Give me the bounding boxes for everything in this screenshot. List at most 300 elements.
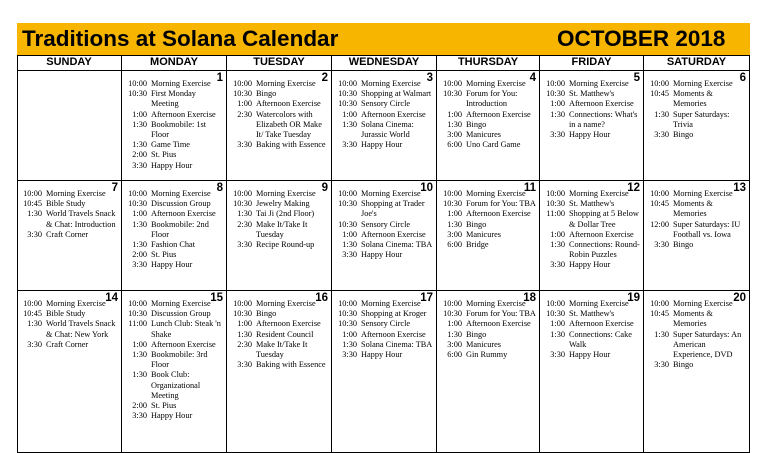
event-time: 3:00 — [447, 339, 462, 349]
event-time: 10:30 — [338, 99, 357, 109]
event-description: Afternoon Exercise — [151, 209, 216, 219]
event-description: Solana Cinema: TBA — [361, 339, 433, 349]
event-time: 10:00 — [338, 299, 357, 308]
event-description: Bingo — [256, 309, 277, 319]
event-item — [124, 340, 224, 350]
event-time: 10:00 — [233, 299, 252, 308]
event-time: 3:30 — [654, 240, 669, 250]
event-time: 10:30 — [338, 89, 357, 99]
event-item — [124, 89, 224, 109]
event-description: Morning Exercise — [569, 79, 629, 88]
event-description: World Travels Snack & Chat: New York — [46, 319, 116, 339]
event-item — [542, 240, 641, 260]
event-item — [334, 309, 434, 319]
event-time: 10:30 — [443, 89, 462, 99]
calendar-day-cell — [332, 291, 437, 453]
event-time: 3:30 — [132, 411, 147, 421]
event-time: 10:00 — [233, 79, 252, 88]
event-description: Tai Ji (2nd Floor) — [256, 209, 315, 219]
event-description: Bingo — [466, 219, 487, 229]
event-description: Happy Hour — [151, 160, 193, 170]
event-item — [334, 319, 434, 329]
event-item — [646, 199, 747, 219]
event-time: 1:00 — [550, 319, 565, 329]
event-time: 10:00 — [23, 189, 42, 198]
event-item — [646, 110, 747, 130]
event-description: Gin Rummy — [466, 350, 508, 360]
event-description: Manicures — [466, 339, 502, 349]
event-item — [334, 350, 434, 360]
day-header-thursday: THURSDAY — [437, 55, 540, 71]
day-number: 20 — [733, 292, 746, 304]
event-description: Super Saturdays: An American Experience, DVD — [673, 329, 742, 360]
event-item — [439, 130, 537, 140]
event-time: 3:30 — [342, 140, 357, 150]
event-description: Happy Hour — [569, 130, 611, 140]
event-description: Morning Exercise — [256, 189, 316, 198]
event-time: 1:00 — [342, 109, 357, 119]
event-time: 2:00 — [132, 250, 147, 260]
event-time: 1:30 — [132, 219, 147, 229]
calendar-day-cell — [644, 181, 750, 291]
event-item — [334, 199, 434, 219]
event-description: Bingo — [673, 130, 694, 140]
event-item — [124, 350, 224, 370]
event-time: 10:00 — [546, 79, 565, 88]
event-description: Manicures — [466, 229, 502, 239]
event-time: 3:30 — [237, 240, 252, 250]
event-item — [646, 360, 747, 370]
event-item — [19, 230, 119, 240]
day-header-wednesday: WEDNESDAY — [332, 55, 437, 71]
event-time: 10:00 — [128, 79, 147, 88]
event-item — [334, 189, 434, 199]
event-list — [19, 189, 119, 240]
day-number: 12 — [627, 182, 640, 194]
event-description: Morning Exercise — [151, 79, 211, 88]
event-time: 10:00 — [338, 79, 357, 88]
event-item — [646, 89, 747, 109]
event-time: 1:30 — [550, 329, 565, 339]
event-item — [542, 110, 641, 130]
event-item — [124, 220, 224, 240]
event-item — [124, 401, 224, 411]
event-item — [229, 79, 329, 89]
event-time: 10:00 — [546, 299, 565, 308]
event-item — [124, 260, 224, 270]
event-list — [646, 79, 747, 140]
event-list — [334, 299, 434, 360]
event-item — [646, 240, 747, 250]
event-item — [439, 350, 537, 360]
event-item — [334, 140, 434, 150]
event-description: Watercolors with Elizabeth OR Make It/ Take Tuesday — [256, 109, 322, 140]
event-list — [439, 79, 537, 150]
event-list — [646, 299, 747, 370]
event-description: Bookmobile: 1st Floor — [151, 119, 207, 140]
event-item — [439, 209, 537, 219]
event-time: 3:30 — [342, 350, 357, 360]
day-number: 7 — [111, 182, 118, 194]
event-time: 1:00 — [342, 329, 357, 339]
event-time: 1:30 — [342, 119, 357, 129]
calendar-day-cell — [227, 291, 332, 453]
event-item — [124, 240, 224, 250]
calendar-day-cell — [644, 291, 750, 453]
event-description: Resident Council — [256, 329, 314, 339]
calendar-title: Traditions at Solana Calendar — [22, 26, 339, 51]
event-description: Shopping at Walmart — [361, 89, 432, 99]
event-time: 3:00 — [447, 229, 462, 239]
event-item — [124, 299, 224, 309]
event-time: 1:30 — [342, 240, 357, 250]
event-time: 10:30 — [128, 309, 147, 319]
event-description: St. Matthew's — [569, 199, 615, 209]
day-header-sunday: SUNDAY — [17, 55, 122, 71]
event-time: 10:30 — [546, 199, 565, 209]
event-time: 10:00 — [338, 189, 357, 198]
event-time: 1:00 — [550, 229, 565, 239]
event-item — [229, 189, 329, 199]
event-item — [19, 309, 119, 319]
event-time: 2:30 — [237, 109, 252, 119]
event-description: Bridge — [466, 240, 489, 250]
event-time: 10:00 — [128, 189, 147, 198]
event-item — [124, 250, 224, 260]
event-description: Baking with Essence — [256, 360, 326, 370]
event-time: 1:30 — [550, 240, 565, 250]
calendar-day-cell — [122, 181, 227, 291]
event-item — [439, 240, 537, 250]
event-description: Bingo — [466, 329, 487, 339]
event-item — [124, 209, 224, 219]
event-item — [229, 110, 329, 141]
event-item — [124, 120, 224, 140]
event-item — [542, 130, 641, 140]
event-description: Morning Exercise — [256, 79, 316, 88]
event-description: Make It/Take It Tuesday — [256, 219, 308, 239]
event-time: 1:00 — [132, 209, 147, 219]
event-description: Happy Hour — [151, 260, 193, 270]
event-description: Morning Exercise — [569, 299, 629, 308]
event-description: Afternoon Exercise — [569, 229, 634, 239]
event-item — [229, 309, 329, 319]
event-item — [542, 89, 641, 99]
event-time: 10:00 — [546, 189, 565, 198]
day-header-saturday: SATURDAY — [644, 55, 750, 71]
event-time: 6:00 — [447, 350, 462, 360]
event-time: 10:30 — [546, 309, 565, 319]
event-item — [334, 220, 434, 230]
event-time: 1:30 — [132, 350, 147, 360]
event-item — [124, 150, 224, 160]
event-time: 10:00 — [233, 189, 252, 198]
event-time: 1:00 — [132, 339, 147, 349]
calendar-day-cell — [540, 291, 644, 453]
event-time: 1:00 — [342, 229, 357, 239]
event-time: 10:00 — [23, 299, 42, 308]
event-time: 3:30 — [237, 140, 252, 150]
event-item — [334, 250, 434, 260]
day-number: 2 — [321, 72, 328, 84]
event-item — [542, 199, 641, 209]
event-item — [542, 350, 641, 360]
event-time: 3:30 — [550, 260, 565, 270]
event-item — [229, 299, 329, 309]
calendar-day-cell — [122, 71, 227, 181]
day-number: 17 — [420, 292, 433, 304]
event-time: 1:30 — [237, 329, 252, 339]
event-time: 1:00 — [132, 109, 147, 119]
event-description: Morning Exercise — [466, 299, 526, 308]
day-number: 4 — [529, 72, 536, 84]
event-description: Morning Exercise — [673, 189, 733, 198]
event-description: Shopping at Trader Joe's — [361, 199, 425, 219]
event-time: 11:00 — [546, 209, 565, 219]
event-item — [124, 161, 224, 171]
event-time: 10:00 — [650, 189, 669, 198]
event-time: 10:00 — [443, 79, 462, 88]
event-description: Afternoon Exercise — [256, 99, 321, 109]
event-item — [439, 79, 537, 89]
event-time: 2:00 — [132, 150, 147, 160]
event-description: Bingo — [256, 89, 277, 99]
event-item — [646, 299, 747, 309]
event-description: Sensory Circle — [361, 219, 411, 229]
event-list — [439, 189, 537, 250]
event-time: 10:30 — [338, 319, 357, 329]
event-item — [124, 309, 224, 319]
event-description: Bingo — [673, 240, 694, 250]
event-item — [124, 189, 224, 199]
event-list — [334, 79, 434, 150]
event-time: 3:30 — [342, 250, 357, 260]
event-description: Afternoon Exercise — [361, 229, 426, 239]
event-time: 10:00 — [443, 189, 462, 198]
day-number: 8 — [216, 182, 223, 194]
event-item — [334, 330, 434, 340]
event-item — [124, 411, 224, 421]
event-description: Jewelry Making — [256, 199, 310, 209]
day-number: 6 — [739, 72, 746, 84]
day-number: 3 — [426, 72, 433, 84]
event-description: Book Club: Organizational Meeting — [151, 370, 201, 400]
event-description: First Monday Meeting — [151, 89, 196, 109]
event-description: St. Matthew's — [569, 309, 615, 319]
event-item — [542, 309, 641, 319]
event-item — [19, 340, 119, 350]
event-time: 10:30 — [233, 309, 252, 319]
event-list — [19, 299, 119, 350]
event-time: 10:00 — [443, 299, 462, 308]
event-time: 1:00 — [447, 109, 462, 119]
event-description: Afternoon Exercise — [151, 109, 216, 119]
day-number: 9 — [321, 182, 328, 194]
event-item — [542, 99, 641, 109]
event-description: Connections: Cake Walk — [569, 329, 632, 349]
event-description: Connections: Round- Robin Puzzles — [569, 240, 640, 260]
calendar-day-cell — [17, 291, 122, 453]
event-description: Moments & Memories — [673, 199, 713, 219]
event-time: 1:30 — [132, 370, 147, 380]
event-description: Sensory Circle — [361, 99, 411, 109]
event-description: Solana Cinema: Jurassic World — [361, 119, 414, 140]
event-description: World Travels Snack & Chat: Introduction — [46, 209, 116, 229]
event-description: Shopping at Kroger — [361, 309, 427, 319]
event-description: Bingo — [673, 360, 694, 370]
event-item — [646, 330, 747, 361]
calendar-day-cell — [227, 181, 332, 291]
day-header-friday: FRIDAY — [540, 55, 644, 71]
event-time: 11:00 — [128, 319, 147, 329]
event-item — [646, 79, 747, 89]
event-item — [124, 110, 224, 120]
day-number: 15 — [210, 292, 223, 304]
event-description: Discussion Group — [151, 199, 211, 209]
event-item — [542, 260, 641, 270]
event-time: 1:30 — [27, 209, 42, 219]
event-description: Morning Exercise — [361, 299, 421, 308]
calendar-day-cell — [437, 291, 540, 453]
event-list — [124, 299, 224, 421]
event-description: St. Pius — [151, 401, 177, 411]
event-time: 10:30 — [128, 199, 147, 209]
event-description: Manicures — [466, 130, 502, 140]
event-item — [334, 110, 434, 120]
event-description: Forum for You: TBA — [466, 199, 536, 209]
day-number: 14 — [105, 292, 118, 304]
calendar-month: OCTOBER 2018 — [557, 26, 726, 51]
event-time: 10:30 — [546, 89, 565, 99]
event-description: Afternoon Exercise — [466, 109, 531, 119]
event-time: 1:00 — [237, 319, 252, 329]
event-description: Morning Exercise — [151, 189, 211, 198]
event-description: Afternoon Exercise — [361, 329, 426, 339]
event-item — [439, 120, 537, 130]
event-time: 1:00 — [550, 99, 565, 109]
event-description: Make It/Take It Tuesday — [256, 339, 308, 360]
event-description: Happy Hour — [361, 250, 403, 260]
event-item — [334, 120, 434, 140]
event-description: Solana Cinema: TBA — [361, 240, 433, 250]
event-item — [124, 199, 224, 209]
event-item — [19, 209, 119, 229]
event-time: 10:00 — [650, 299, 669, 308]
event-item — [542, 209, 641, 229]
event-time: 10:45 — [650, 89, 669, 99]
event-description: Moments & Memories — [673, 309, 713, 329]
calendar-day-cell — [332, 71, 437, 181]
event-description: Shopping at 5 Below & Dollar Tree — [569, 209, 639, 229]
day-number: 11 — [523, 182, 536, 194]
event-description: Happy Hour — [569, 350, 611, 360]
event-time: 1:00 — [447, 209, 462, 219]
event-time: 3:30 — [132, 260, 147, 270]
event-item — [19, 199, 119, 209]
event-time: 1:30 — [550, 109, 565, 119]
day-number: 19 — [627, 292, 640, 304]
event-item — [439, 230, 537, 240]
event-item — [439, 110, 537, 120]
calendar-day-cell — [17, 181, 122, 291]
event-item — [439, 140, 537, 150]
event-item — [439, 199, 537, 209]
event-description: Craft Corner — [46, 229, 89, 239]
event-item — [334, 89, 434, 99]
event-time: 3:30 — [550, 350, 565, 360]
event-time: 3:30 — [550, 130, 565, 140]
event-description: Baking with Essence — [256, 140, 326, 150]
event-description: Super Saturdays: IU Football vs. Iowa — [673, 219, 741, 239]
day-number: 5 — [633, 72, 640, 84]
event-description: Connections: What's in a name? — [569, 109, 638, 129]
day-number: 13 — [733, 182, 746, 194]
event-description: Bingo — [466, 119, 487, 129]
event-time: 1:00 — [237, 99, 252, 109]
event-list — [542, 79, 641, 140]
event-item — [19, 319, 119, 339]
event-item — [229, 140, 329, 150]
day-header-tuesday: TUESDAY — [227, 55, 332, 71]
event-description: Happy Hour — [569, 260, 611, 270]
event-item — [542, 189, 641, 199]
event-item — [229, 360, 329, 370]
event-item — [229, 89, 329, 99]
event-item — [646, 130, 747, 140]
event-description: Morning Exercise — [569, 189, 629, 198]
event-time: 3:30 — [27, 229, 42, 239]
event-item — [646, 309, 747, 329]
event-time: 6:00 — [447, 140, 462, 150]
event-description: Morning Exercise — [673, 79, 733, 88]
event-item — [439, 89, 537, 109]
event-description: Morning Exercise — [673, 299, 733, 308]
event-description: Bible Study — [46, 309, 86, 319]
event-time: 1:30 — [342, 339, 357, 349]
event-item — [542, 299, 641, 309]
event-item — [334, 230, 434, 240]
event-description: Morning Exercise — [256, 299, 316, 308]
event-time: 10:00 — [650, 79, 669, 88]
event-item — [19, 299, 119, 309]
event-description: Morning Exercise — [361, 189, 421, 198]
event-time: 1:30 — [237, 209, 252, 219]
calendar-day-cell — [332, 181, 437, 291]
event-item — [334, 340, 434, 350]
event-description: Morning Exercise — [466, 79, 526, 88]
calendar-day-cell — [122, 291, 227, 453]
event-description: Afternoon Exercise — [569, 99, 634, 109]
event-item — [19, 189, 119, 199]
event-list — [334, 189, 434, 260]
event-time: 1:30 — [447, 219, 462, 229]
event-time: 1:30 — [654, 109, 669, 119]
event-time: 10:30 — [338, 219, 357, 229]
event-item — [334, 99, 434, 109]
event-description: St. Matthew's — [569, 89, 615, 99]
event-time: 1:30 — [447, 329, 462, 339]
day-number: 1 — [216, 72, 223, 84]
event-list — [124, 189, 224, 271]
event-description: Lunch Club: Steak 'n Shake — [151, 319, 221, 339]
event-time: 2:00 — [132, 401, 147, 411]
event-description: Happy Hour — [361, 350, 403, 360]
event-item — [542, 330, 641, 350]
event-description: Game Time — [151, 140, 190, 150]
event-description: Forum for You: Introduction — [466, 89, 518, 109]
event-time: 3:30 — [654, 360, 669, 370]
event-list — [646, 189, 747, 250]
